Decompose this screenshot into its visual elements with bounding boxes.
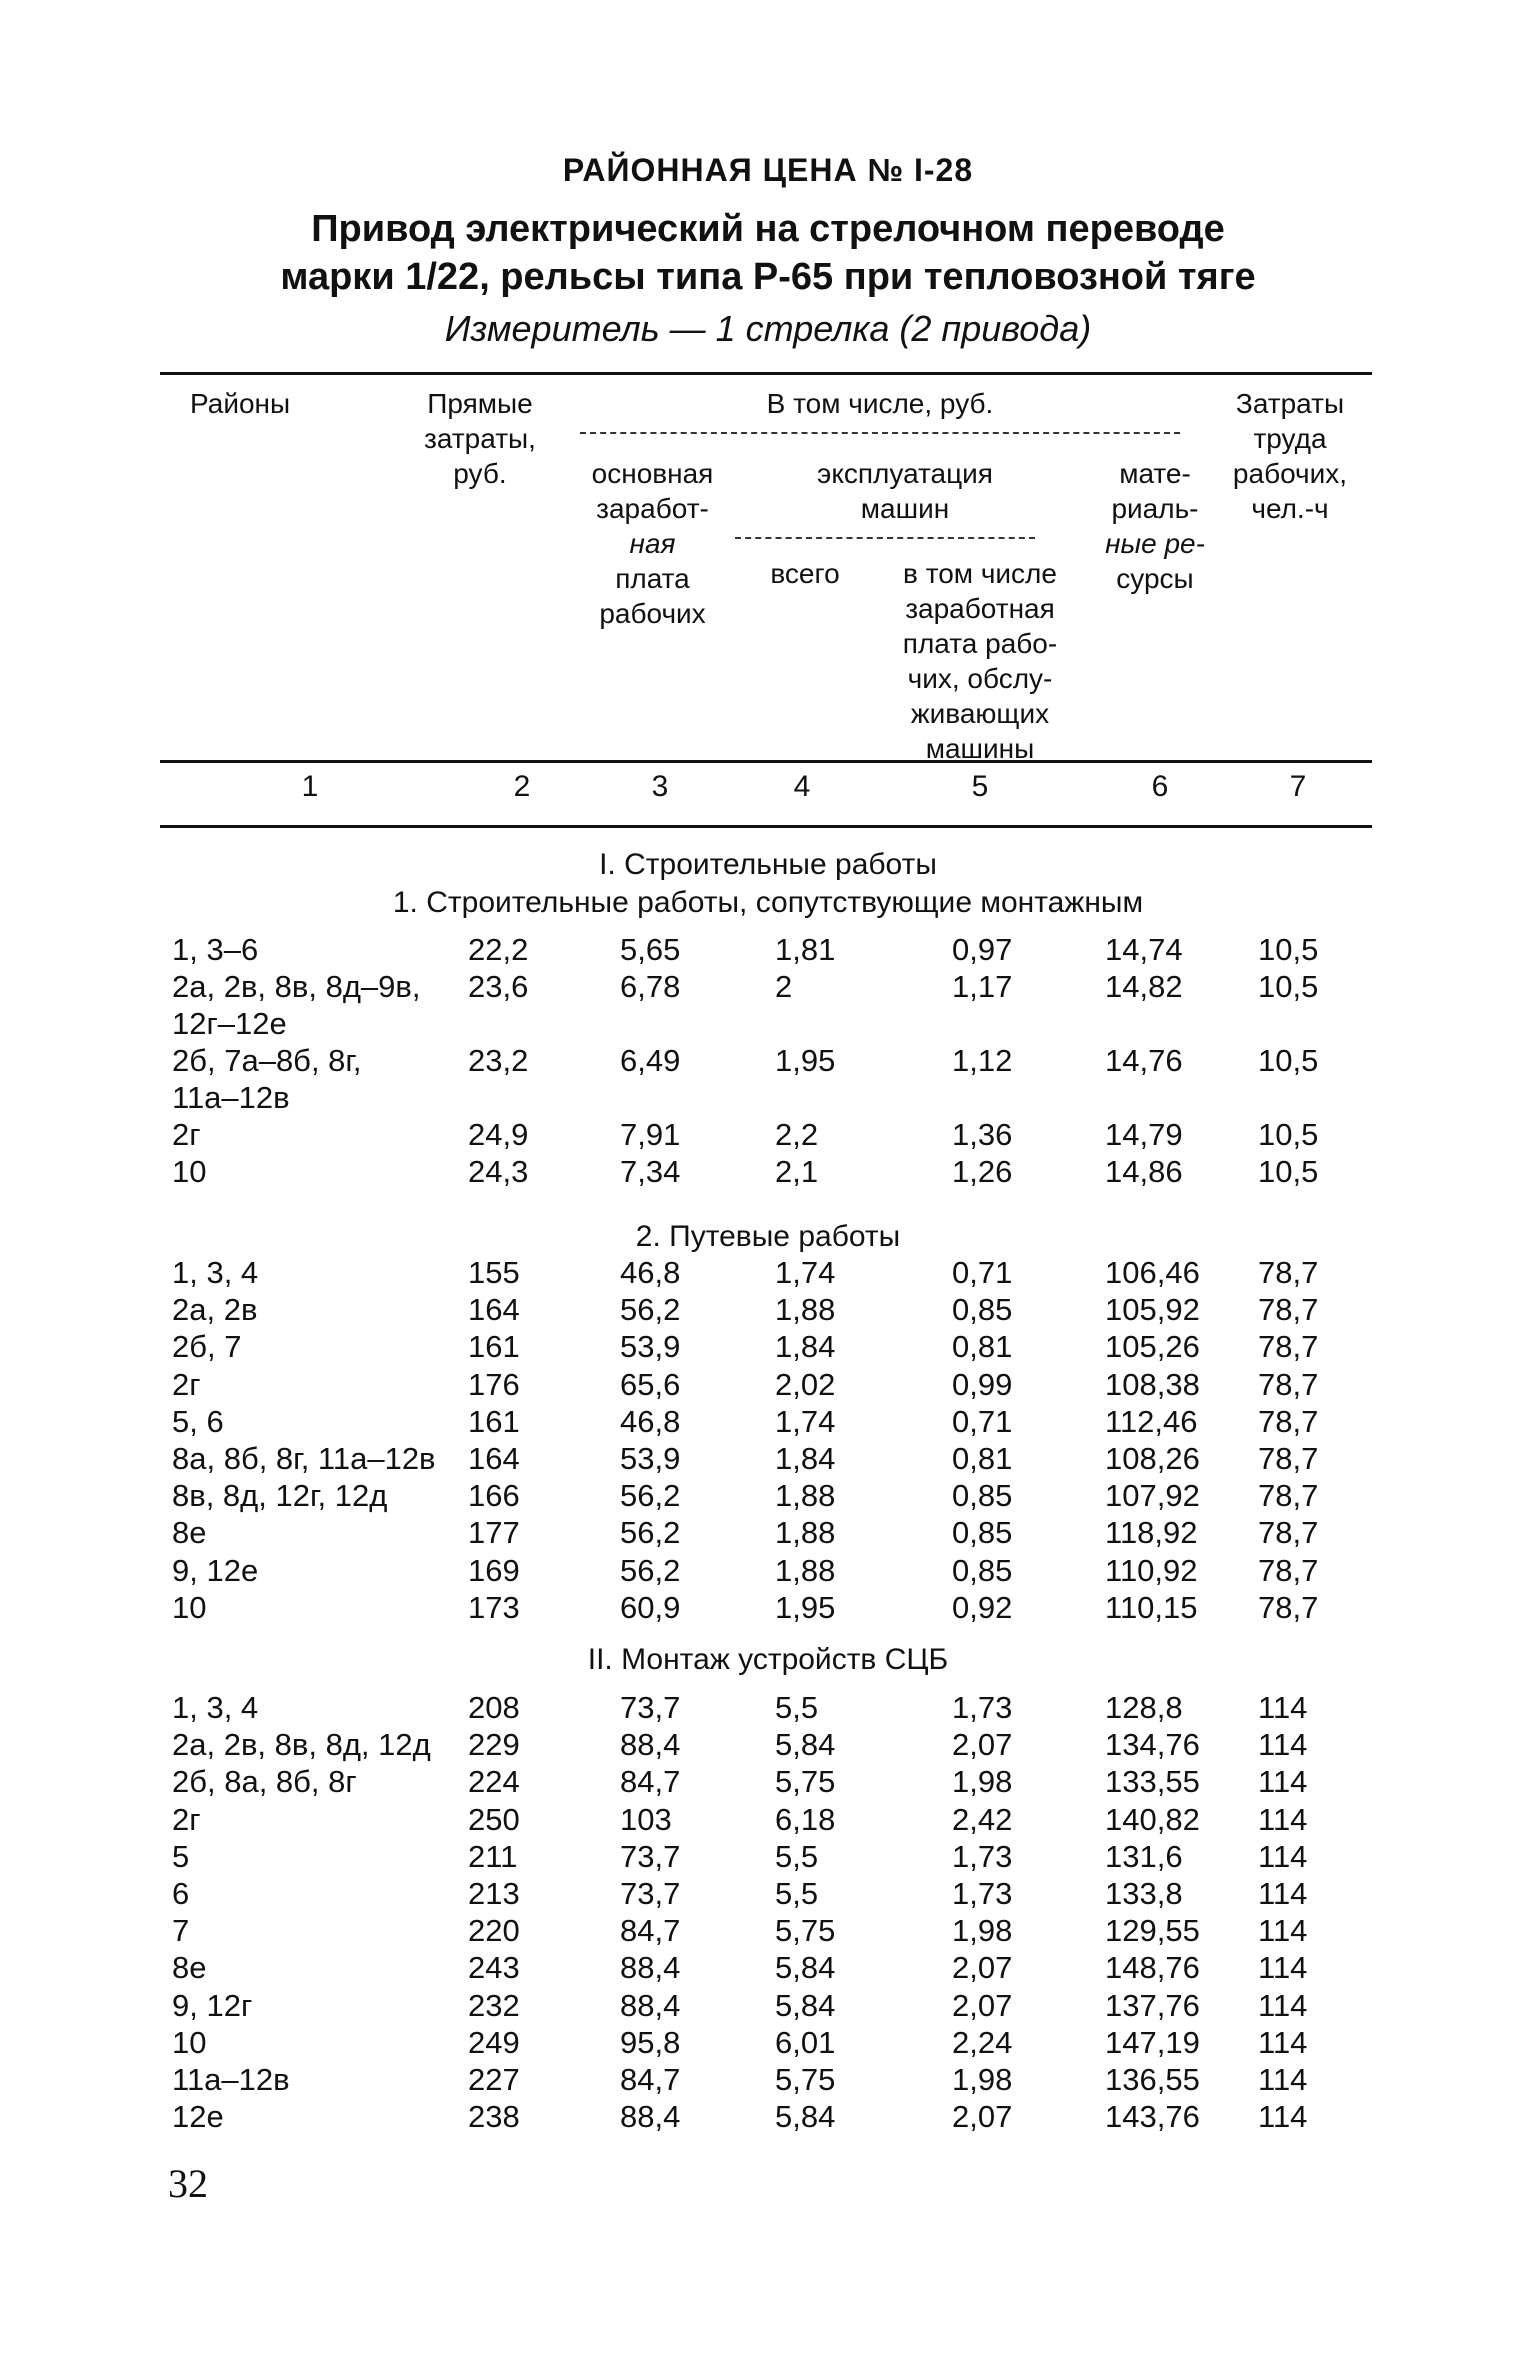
region-cell: 2а, 2в, 8в, 8д, 12д — [172, 1727, 431, 1763]
materials-cell: 14,79 — [1105, 1117, 1183, 1152]
table-row — [0, 1478, 1536, 1515]
machine-total-cell: 5,84 — [775, 1987, 836, 2023]
table-row — [0, 1839, 1536, 1876]
table-row — [0, 1404, 1536, 1441]
table-row — [0, 969, 1536, 1006]
materials-cell: 140,82 — [1105, 1801, 1200, 1837]
table-row — [0, 1154, 1536, 1191]
region-cell: 10 — [172, 2024, 207, 2060]
direct-costs-cell: 164 — [468, 1441, 520, 1476]
base-wage-cell: 7,34 — [620, 1154, 681, 1189]
region-cell: 1, 3, 4 — [172, 1255, 259, 1290]
table-row — [0, 1988, 1536, 2025]
direct-costs-cell: 238 — [468, 2099, 520, 2135]
machine-wage-cell: 0,99 — [952, 1366, 1013, 1402]
materials-cell: 108,38 — [1105, 1366, 1200, 1402]
direct-costs-cell: 161 — [468, 1329, 520, 1365]
region-cell: 2г — [172, 1801, 201, 1837]
base-wage-cell: 84,7 — [620, 2062, 681, 2097]
base-wage-cell: 95,8 — [620, 2024, 681, 2060]
region-cell: 1, 3, 4 — [172, 1690, 259, 1725]
machine-total-cell: 5,75 — [775, 1764, 836, 1800]
direct-costs-cell: 166 — [468, 1478, 520, 1514]
labor-cell: 78,7 — [1258, 1329, 1319, 1365]
base-wage-cell: 103 — [620, 1801, 672, 1837]
section-heading: I. Строительные работы — [599, 848, 937, 881]
labor-cell: 78,7 — [1258, 1478, 1319, 1514]
labor-cell: 114 — [1258, 1838, 1308, 1874]
table-row — [0, 1043, 1536, 1080]
labor-cell: 114 — [1258, 1987, 1308, 2023]
base-wage-cell: 53,9 — [620, 1329, 681, 1365]
header-machine-wage-line: в том числе — [903, 558, 1057, 589]
labor-cell: 114 — [1258, 2024, 1308, 2060]
labor-cell: 114 — [1258, 1727, 1308, 1763]
labor-cell: 78,7 — [1258, 1441, 1319, 1476]
direct-costs-cell: 23,6 — [468, 969, 529, 1004]
header-materials-line: риаль- — [1111, 493, 1199, 524]
table-row — [0, 1515, 1536, 1552]
machine-wage-cell: 2,07 — [952, 1987, 1013, 2023]
materials-cell: 136,55 — [1105, 2062, 1200, 2097]
machine-wage-cell: 0,85 — [952, 1292, 1013, 1328]
base-wage-cell: 65,6 — [620, 1366, 681, 1402]
labor-cell: 78,7 — [1258, 1366, 1319, 1402]
table-row — [0, 1255, 1536, 1292]
machine-total-cell: 1,74 — [775, 1403, 836, 1439]
region-cell: 6 — [172, 1876, 190, 1911]
base-wage-cell: 6,49 — [620, 1043, 681, 1078]
machine-wage-cell: 0,85 — [952, 1515, 1013, 1551]
header-labor-line: рабочих, — [1232, 458, 1348, 489]
labor-cell: 78,7 — [1258, 1403, 1319, 1439]
materials-cell: 137,76 — [1105, 1987, 1200, 2023]
direct-costs-cell: 224 — [468, 1764, 520, 1800]
materials-cell: 118,92 — [1105, 1515, 1198, 1551]
table-top-rule — [160, 372, 1372, 375]
table-row — [0, 1764, 1536, 1801]
machine-total-cell: 5,75 — [775, 2062, 836, 2097]
machine-total-cell: 2,1 — [775, 1154, 819, 1189]
numbers-bottom-rule — [160, 825, 1372, 828]
direct-costs-cell: 208 — [468, 1690, 520, 1725]
region-cell: 9, 12е — [172, 1552, 259, 1588]
table-row — [0, 2025, 1536, 2062]
column-number: 3 — [651, 770, 669, 803]
materials-cell: 129,55 — [1105, 1913, 1200, 1949]
labor-cell: 78,7 — [1258, 1515, 1319, 1551]
labor-cell: 114 — [1258, 1764, 1308, 1800]
materials-cell: 147,19 — [1105, 2024, 1200, 2060]
machine-total-cell: 5,5 — [775, 1876, 819, 1911]
labor-cell: 10,5 — [1258, 932, 1319, 967]
price-code-heading: РАЙОННАЯ ЦЕНА № I-28 — [562, 152, 974, 188]
header-base-wage-line: ная — [629, 528, 676, 559]
header-machine-wage-line: чих, обслу- — [907, 663, 1053, 694]
direct-costs-cell: 249 — [468, 2024, 520, 2060]
region-cell: 2б, 7а–8б, 8г, — [172, 1043, 362, 1078]
header-direct-costs — [405, 386, 555, 491]
header-labor-line: чел.-ч — [1251, 493, 1329, 524]
table-row — [0, 1802, 1536, 1839]
labor-cell: 114 — [1258, 1913, 1308, 1949]
machine-total-cell: 2 — [775, 969, 793, 1004]
region-cell: 11а–12в — [172, 1080, 290, 1115]
machine-wage-cell: 2,07 — [952, 2099, 1013, 2135]
region-cell: 2а, 2в — [172, 1292, 258, 1328]
column-number: 6 — [1151, 770, 1169, 803]
column-number: 5 — [971, 770, 989, 803]
materials-cell: 14,74 — [1105, 932, 1183, 967]
machine-wage-cell: 0,92 — [952, 1589, 1013, 1625]
labor-cell: 114 — [1258, 1876, 1308, 1911]
region-cell: 8а, 8б, 8г, 11а–12в — [172, 1441, 436, 1476]
materials-cell: 14,76 — [1105, 1043, 1183, 1078]
machine-wage-cell: 0,81 — [952, 1441, 1013, 1476]
region-cell: 5 — [172, 1838, 190, 1874]
table-row — [0, 2099, 1536, 2136]
labor-cell: 78,7 — [1258, 1552, 1319, 1588]
machine-total-cell: 5,5 — [775, 1690, 819, 1725]
header-labor-line: труда — [1253, 423, 1327, 454]
machine-total-cell: 2,2 — [775, 1117, 819, 1152]
machine-total-cell: 1,74 — [775, 1255, 836, 1290]
header-machine-wage-line: заработная — [905, 593, 1055, 624]
region-cell: 2б, 8а, 8б, 8г — [172, 1764, 357, 1800]
direct-costs-cell: 155 — [468, 1255, 520, 1290]
machine-wage-cell: 0,85 — [952, 1552, 1013, 1588]
header-including: В том числе, руб. — [766, 388, 994, 419]
region-cell: 5, 6 — [172, 1403, 224, 1439]
direct-costs-cell: 211 — [468, 1838, 518, 1874]
machine-total-cell: 5,75 — [775, 1913, 836, 1949]
region-cell: 8в, 8д, 12г, 12д — [172, 1478, 388, 1514]
table-row — [0, 1367, 1536, 1404]
base-wage-cell: 46,8 — [620, 1403, 681, 1439]
header-machine-operation-line: эксплуатация — [817, 458, 993, 489]
machine-wage-cell: 2,42 — [952, 1801, 1013, 1837]
region-cell: 11а–12в — [172, 2062, 290, 2097]
labor-cell: 78,7 — [1258, 1589, 1319, 1625]
labor-cell: 114 — [1258, 2062, 1308, 2097]
materials-cell: 14,82 — [1105, 969, 1183, 1004]
header-direct-costs-line: Прямые — [427, 388, 533, 419]
page-number: 32 — [168, 2161, 208, 2206]
base-wage-cell: 53,9 — [620, 1441, 681, 1476]
machine-total-cell: 1,88 — [775, 1552, 836, 1588]
direct-costs-cell: 164 — [468, 1292, 520, 1328]
region-cell: 9, 12г — [172, 1987, 253, 2023]
region-cell: 8е — [172, 1515, 207, 1551]
labor-cell: 10,5 — [1258, 969, 1319, 1004]
materials-cell: 131,6 — [1105, 1838, 1183, 1874]
table-row — [0, 1329, 1536, 1366]
base-wage-cell: 5,65 — [620, 932, 681, 967]
region-cell: 2а, 2в, 8в, 8д–9в, — [172, 969, 421, 1004]
base-wage-cell: 56,2 — [620, 1552, 681, 1588]
header-base-wage — [570, 456, 735, 631]
region-cell: 12г–12е — [172, 1006, 287, 1041]
base-wage-cell: 6,78 — [620, 969, 681, 1004]
direct-costs-cell: 227 — [468, 2062, 520, 2097]
table-row — [0, 1590, 1536, 1627]
machine-wage-cell: 1,98 — [952, 2062, 1013, 2097]
header-direct-costs-line: затраты, — [424, 423, 536, 454]
labor-cell: 114 — [1258, 1950, 1308, 1986]
base-wage-cell: 56,2 — [620, 1292, 681, 1328]
direct-costs-cell: 232 — [468, 1987, 520, 2023]
header-machine-operation — [735, 456, 1075, 526]
region-cell: 10 — [172, 1154, 207, 1189]
table-row — [0, 1006, 1536, 1043]
header-machine-wage-line: живающих — [910, 698, 1050, 729]
base-wage-cell: 73,7 — [620, 1690, 681, 1725]
table-row — [0, 1913, 1536, 1950]
column-number: 4 — [793, 770, 811, 803]
machine-total-cell: 5,84 — [775, 2099, 836, 2135]
machine-wage-cell: 0,81 — [952, 1329, 1013, 1365]
header-machine-wage — [880, 556, 1080, 766]
region-cell: 1, 3–6 — [172, 932, 259, 967]
header-base-wage-line: рабочих — [599, 598, 706, 629]
base-wage-cell: 46,8 — [620, 1255, 681, 1290]
base-wage-cell: 73,7 — [620, 1876, 681, 1911]
region-cell: 12е — [172, 2099, 224, 2135]
direct-costs-cell: 243 — [468, 1950, 520, 1986]
table-row — [0, 1690, 1536, 1727]
machine-wage-cell: 1,26 — [952, 1154, 1013, 1189]
machine-total-cell: 5,5 — [775, 1838, 819, 1874]
direct-costs-cell: 229 — [468, 1727, 520, 1763]
machine-total-cell: 1,88 — [775, 1478, 836, 1514]
header-labor-line: Затраты — [1235, 388, 1345, 419]
region-cell: 10 — [172, 1589, 207, 1625]
header-materials — [1090, 456, 1220, 596]
table-row — [0, 1950, 1536, 1987]
machine-wage-cell: 1,98 — [952, 1913, 1013, 1949]
machine-wage-cell: 1,73 — [952, 1876, 1013, 1911]
table-row — [0, 1553, 1536, 1590]
table-row — [0, 1727, 1536, 1764]
direct-costs-cell: 177 — [468, 1515, 520, 1551]
labor-cell: 78,7 — [1258, 1292, 1319, 1328]
title-line-2: марки 1/22, рельсы типа Р-65 при тепловозной тяге — [280, 256, 1256, 298]
materials-cell: 107,92 — [1105, 1478, 1200, 1514]
base-wage-cell: 88,4 — [620, 2099, 681, 2135]
materials-cell: 105,26 — [1105, 1329, 1200, 1365]
region-cell: 7 — [172, 1913, 190, 1949]
direct-costs-cell: 23,2 — [468, 1043, 529, 1078]
direct-costs-cell: 161 — [468, 1403, 520, 1439]
column-number: 1 — [301, 770, 319, 803]
machine-total-cell: 1,81 — [775, 932, 836, 967]
table-row — [0, 1292, 1536, 1329]
base-wage-cell: 84,7 — [620, 1764, 681, 1800]
materials-cell: 110,92 — [1105, 1552, 1198, 1588]
machine-total-cell: 1,84 — [775, 1441, 836, 1476]
header-materials-line: мате- — [1119, 458, 1191, 489]
machine-wage-cell: 0,97 — [952, 932, 1013, 967]
machine-wage-cell: 1,12 — [952, 1043, 1013, 1078]
header-direct-costs-line: руб. — [453, 458, 507, 489]
machine-wage-cell: 1,98 — [952, 1764, 1013, 1800]
header-regions: Районы — [190, 388, 291, 419]
header-base-wage-line: основная — [591, 458, 714, 489]
machine-total-cell: 6,18 — [775, 1801, 836, 1837]
header-materials-line: сурсы — [1116, 563, 1194, 594]
header-labor — [1215, 386, 1365, 526]
base-wage-cell: 88,4 — [620, 1987, 681, 2023]
labor-cell: 78,7 — [1258, 1255, 1319, 1290]
materials-cell: 112,46 — [1105, 1403, 1198, 1439]
machine-total-cell: 1,95 — [775, 1043, 836, 1078]
header-base-wage-line: плата — [615, 563, 690, 594]
base-wage-cell: 60,9 — [620, 1589, 681, 1625]
header-machine-operation-line: машин — [860, 493, 950, 524]
machine-total-cell: 1,88 — [775, 1515, 836, 1551]
header-machine-rule — [735, 537, 1035, 539]
direct-costs-cell: 176 — [468, 1366, 520, 1402]
table-row — [0, 932, 1536, 969]
direct-costs-cell: 24,3 — [468, 1154, 529, 1189]
machine-wage-cell: 0,71 — [952, 1403, 1013, 1439]
machine-total-cell: 1,95 — [775, 1589, 836, 1625]
labor-cell: 10,5 — [1258, 1043, 1319, 1078]
machine-total-cell: 1,84 — [775, 1329, 836, 1365]
header-machine-total: всего — [770, 558, 840, 589]
labor-cell: 114 — [1258, 2099, 1308, 2135]
region-cell: 2г — [172, 1366, 201, 1402]
column-number: 2 — [513, 770, 531, 803]
direct-costs-cell: 250 — [468, 1801, 520, 1837]
header-including-rule — [580, 432, 1180, 434]
materials-cell: 14,86 — [1105, 1154, 1183, 1189]
direct-costs-cell: 24,9 — [468, 1117, 529, 1152]
subsection-heading: 1. Строительные работы, сопутствующие монтажным — [392, 886, 1144, 919]
header-bottom-rule — [160, 760, 1372, 763]
base-wage-cell: 56,2 — [620, 1478, 681, 1514]
machine-wage-cell: 2,07 — [952, 1950, 1013, 1986]
region-cell: 2б, 7 — [172, 1329, 242, 1365]
measure-unit: Измеритель — 1 стрелка (2 привода) — [444, 308, 1092, 349]
machine-total-cell: 5,84 — [775, 1950, 836, 1986]
base-wage-cell: 88,4 — [620, 1727, 681, 1763]
machine-wage-cell: 0,71 — [952, 1255, 1013, 1290]
machine-total-cell: 1,88 — [775, 1292, 836, 1328]
materials-cell: 143,76 — [1105, 2099, 1200, 2135]
direct-costs-cell: 22,2 — [468, 932, 529, 967]
machine-total-cell: 6,01 — [775, 2024, 836, 2060]
base-wage-cell: 56,2 — [620, 1515, 681, 1551]
subsection-heading: 2. Путевые работы — [635, 1220, 901, 1253]
machine-wage-cell: 0,85 — [952, 1478, 1013, 1514]
section-heading: II. Монтаж устройств СЦБ — [587, 1643, 949, 1676]
materials-cell: 133,55 — [1105, 1764, 1200, 1800]
header-machine-wage-line: машины — [925, 733, 1035, 764]
labor-cell: 10,5 — [1258, 1154, 1319, 1189]
materials-cell: 105,92 — [1105, 1292, 1200, 1328]
machine-wage-cell: 2,24 — [952, 2024, 1013, 2060]
labor-cell: 114 — [1258, 1690, 1308, 1725]
table-row — [0, 1080, 1536, 1117]
title-line-1: Привод электрический на стрелочном переводе — [311, 208, 1225, 250]
base-wage-cell: 84,7 — [620, 1913, 681, 1949]
materials-cell: 134,76 — [1105, 1727, 1200, 1763]
direct-costs-cell: 173 — [468, 1589, 520, 1625]
base-wage-cell: 88,4 — [620, 1950, 681, 1986]
column-number: 7 — [1289, 770, 1307, 803]
materials-cell: 108,26 — [1105, 1441, 1200, 1476]
header-base-wage-line: заработ- — [596, 493, 709, 524]
machine-wage-cell: 1,73 — [952, 1838, 1013, 1874]
materials-cell: 133,8 — [1105, 1876, 1183, 1911]
base-wage-cell: 7,91 — [620, 1117, 681, 1152]
table-row — [0, 2062, 1536, 2099]
direct-costs-cell: 220 — [468, 1913, 520, 1949]
base-wage-cell: 73,7 — [620, 1838, 681, 1874]
labor-cell: 114 — [1258, 1801, 1308, 1837]
machine-wage-cell: 1,17 — [952, 969, 1013, 1004]
table-row — [0, 1876, 1536, 1913]
labor-cell: 10,5 — [1258, 1117, 1319, 1152]
region-cell: 2г — [172, 1117, 201, 1152]
table-row — [0, 1117, 1536, 1154]
machine-total-cell: 5,84 — [775, 1727, 836, 1763]
direct-costs-cell: 169 — [468, 1552, 520, 1588]
materials-cell: 128,8 — [1105, 1690, 1183, 1725]
materials-cell: 106,46 — [1105, 1255, 1200, 1290]
machine-wage-cell: 2,07 — [952, 1727, 1013, 1763]
header-machine-wage-line: плата рабо- — [902, 628, 1058, 659]
header-materials-line: ные ре- — [1105, 528, 1205, 559]
table-row — [0, 1441, 1536, 1478]
materials-cell: 110,15 — [1105, 1589, 1198, 1625]
machine-wage-cell: 1,36 — [952, 1117, 1013, 1152]
machine-total-cell: 2,02 — [775, 1366, 836, 1402]
materials-cell: 148,76 — [1105, 1950, 1200, 1986]
region-cell: 8е — [172, 1950, 207, 1986]
machine-wage-cell: 1,73 — [952, 1690, 1013, 1725]
direct-costs-cell: 213 — [468, 1876, 520, 1911]
